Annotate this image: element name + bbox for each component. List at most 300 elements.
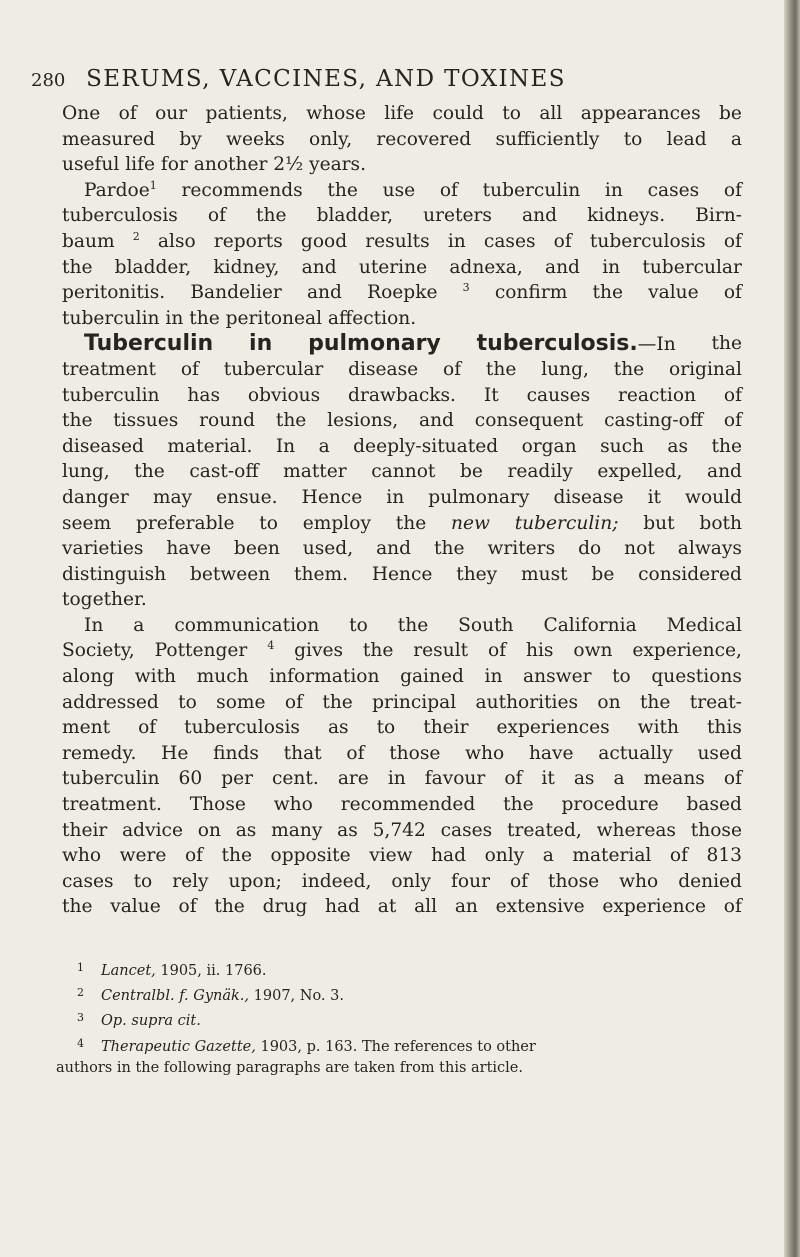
text-run: the: [711, 333, 742, 355]
word: [396, 511, 426, 537]
word: [507, 459, 572, 485]
text-run: tuberculin: [62, 384, 160, 406]
text-run: and: [301, 256, 337, 278]
text-run: cases: [62, 870, 114, 892]
text-run: Society,: [62, 640, 135, 662]
word: [179, 766, 203, 792]
word: [372, 562, 433, 588]
text-run: cast-off: [189, 461, 259, 483]
word: [272, 766, 319, 792]
word: [618, 383, 696, 409]
word: [276, 408, 306, 434]
text-run: tuberculosis: [184, 717, 300, 739]
footnote-number: 3: [77, 1011, 84, 1025]
text-run: the: [214, 896, 245, 918]
text-run: 5,742: [372, 819, 426, 841]
text-run: of: [723, 230, 742, 252]
word: [155, 638, 248, 664]
text-run: of: [284, 691, 303, 713]
word: [224, 357, 324, 383]
word: [389, 741, 440, 767]
word: [62, 434, 144, 460]
text-run: by: [179, 128, 202, 150]
text-run: of: [138, 717, 157, 739]
text-run: treated,: [507, 819, 582, 841]
word: [591, 562, 614, 588]
text-run: who: [62, 845, 102, 867]
word: [284, 741, 322, 767]
word: [348, 383, 456, 409]
text-run: value: [648, 282, 699, 304]
text-run: good: [300, 230, 348, 252]
text-line: [62, 434, 742, 460]
text-run: used,: [302, 538, 354, 560]
text-run: varieties: [62, 538, 144, 560]
text-line: [62, 383, 742, 409]
word: [181, 357, 199, 383]
text-run: the: [711, 435, 742, 457]
text-run: in: [602, 256, 621, 278]
text-run: confirm: [494, 282, 568, 304]
text-run: the: [613, 358, 645, 380]
word: [62, 536, 143, 562]
word: [724, 894, 742, 920]
text-run: seem: [62, 512, 112, 534]
text-run: the: [503, 794, 534, 816]
text-run: of: [439, 179, 458, 201]
text-line: [62, 562, 742, 588]
text-line: [62, 229, 742, 255]
word: [400, 664, 464, 690]
text-run: tuberculosis: [62, 205, 178, 227]
text-line: [62, 101, 742, 127]
text-run: at: [377, 896, 397, 918]
text-run: also: [157, 230, 196, 252]
word: [216, 485, 277, 511]
word: [306, 101, 366, 127]
text-run: kidney,: [213, 256, 280, 278]
text-run: Hence: [371, 563, 433, 585]
word: [648, 178, 700, 204]
text-run: use: [382, 179, 416, 201]
word: [526, 638, 553, 664]
text-run: are: [337, 768, 369, 790]
italic-text: Therapeutic Gazette,: [101, 1038, 256, 1055]
text-run: cases: [483, 230, 536, 252]
text-run: lead: [666, 128, 707, 150]
word: [624, 127, 643, 153]
word: [198, 818, 221, 844]
word: [322, 690, 352, 716]
text-run: material: [572, 845, 652, 867]
text-run: based: [686, 794, 742, 816]
text-run: with: [134, 666, 177, 688]
text-run: treatment: [62, 358, 157, 380]
word: [678, 536, 742, 562]
word: [449, 255, 522, 281]
footnote: [56, 1058, 756, 1079]
text-run: of: [178, 896, 197, 918]
text-run: cases: [647, 179, 700, 201]
word: [706, 843, 742, 869]
text-run: In: [84, 614, 104, 636]
text-run: experience,: [632, 640, 742, 662]
word: [62, 101, 100, 127]
word: [84, 178, 157, 204]
footnote: [56, 1007, 756, 1032]
text-run: of: [723, 282, 742, 304]
word: [561, 792, 658, 818]
text-run: view: [369, 845, 413, 867]
word: [216, 690, 265, 716]
text-run: do: [578, 538, 602, 560]
text-run: had: [431, 845, 467, 867]
word: [294, 638, 343, 664]
word: [138, 715, 156, 741]
text-run: uterine: [358, 256, 428, 278]
text-run: who: [465, 742, 505, 764]
word: [553, 485, 623, 511]
footnotes: [56, 957, 756, 1079]
text-run: of: [443, 358, 462, 380]
text-line: [62, 357, 742, 383]
word: [425, 766, 486, 792]
footnote-number: 1: [77, 961, 84, 974]
word: [731, 127, 742, 153]
word: [521, 562, 568, 588]
text-line: [62, 255, 742, 281]
word: [325, 894, 360, 920]
text-run: drawbacks.: [348, 384, 456, 406]
word: [391, 869, 431, 895]
text-run: Roepke: [367, 282, 438, 304]
word: [504, 766, 522, 792]
word: [376, 127, 471, 153]
word: [384, 101, 414, 127]
text-run: their: [62, 819, 108, 841]
word: [483, 178, 581, 204]
word: [274, 792, 313, 818]
word: [178, 690, 197, 716]
word: [62, 127, 155, 153]
text-line: [62, 818, 742, 844]
word: [724, 229, 742, 255]
text-run: weeks: [226, 128, 285, 150]
word: [363, 638, 393, 664]
word: [155, 101, 187, 127]
text-run: matter: [283, 461, 347, 483]
text-run: of: [118, 103, 137, 124]
word: [486, 357, 516, 383]
text-run: be: [719, 103, 742, 124]
word: [294, 562, 348, 588]
word: [602, 894, 706, 920]
text-run: bladder,: [316, 205, 394, 227]
text-run: on: [197, 819, 221, 841]
text-run: and: [522, 205, 557, 227]
text-line: [62, 638, 742, 664]
word: [62, 255, 92, 281]
text-run: all: [414, 896, 438, 918]
word: [249, 331, 272, 357]
word: [283, 459, 347, 485]
text-run: pulmonary: [428, 486, 530, 508]
text-run: as: [337, 819, 358, 841]
text-run: principal: [372, 691, 457, 713]
word: [136, 511, 235, 537]
word: [423, 203, 492, 229]
word: [699, 511, 742, 537]
text-run: to: [259, 512, 278, 534]
word: [301, 229, 347, 255]
word: [206, 101, 288, 127]
word: [548, 869, 599, 895]
word: [458, 613, 513, 639]
word: [259, 511, 278, 537]
text-run: means: [643, 768, 705, 790]
text-line: [62, 459, 742, 485]
word: [523, 664, 591, 690]
word: [598, 741, 672, 767]
text-run: ment: [62, 717, 111, 739]
text-run: our: [155, 103, 188, 124]
word: [377, 715, 396, 741]
text-run: material.: [167, 435, 253, 457]
text-run: per: [221, 768, 253, 790]
text-run: own: [573, 640, 613, 662]
word: [372, 690, 456, 716]
word: [707, 459, 742, 485]
text-run: in: [604, 179, 623, 201]
word: [451, 511, 490, 537]
word: [614, 766, 625, 792]
word: [448, 229, 466, 255]
word: [119, 101, 137, 127]
word: [167, 434, 252, 460]
word: [475, 408, 583, 434]
word: [133, 229, 140, 255]
word: [386, 485, 404, 511]
word: [319, 434, 330, 460]
text-run: the: [62, 896, 93, 918]
text-run: authorities: [475, 691, 579, 713]
word: [602, 255, 620, 281]
word: [307, 280, 342, 306]
text-run: has: [187, 384, 220, 406]
word: [476, 690, 579, 716]
text-run: and: [419, 410, 454, 432]
text-run: to: [178, 691, 197, 713]
word: [724, 408, 742, 434]
word: [269, 664, 379, 690]
text-run: cannot: [371, 461, 436, 483]
word: [229, 869, 282, 895]
text-run: only,: [309, 128, 353, 150]
word: [624, 536, 655, 562]
text-run: danger: [62, 486, 129, 508]
word: [687, 792, 742, 818]
text-run: to: [612, 666, 631, 688]
footnote-ref: 2: [132, 229, 140, 243]
text-run: the: [256, 205, 287, 227]
word: [62, 766, 160, 792]
word: [236, 818, 257, 844]
word: [62, 383, 160, 409]
footnote-ref: 1: [149, 178, 157, 192]
text-run: indeed,: [301, 870, 372, 892]
text-run: California: [543, 614, 637, 636]
text-run: tuberculin: [62, 768, 160, 790]
word: [574, 766, 595, 792]
word: [62, 741, 136, 767]
word: [303, 511, 371, 537]
word: [226, 127, 285, 153]
text-run: disease: [348, 358, 419, 380]
text-run: considered: [638, 563, 742, 585]
text-run: —In: [637, 334, 676, 356]
word: [614, 357, 644, 383]
word: [348, 357, 418, 383]
text-run: and: [306, 282, 342, 304]
word: [62, 715, 110, 741]
word: [487, 536, 555, 562]
text-run: of: [723, 768, 742, 790]
word: [184, 715, 300, 741]
text-run: bladder,: [114, 256, 192, 278]
italic-text: Centralbl. f. Gynäk.,: [101, 988, 250, 1005]
word: [543, 843, 554, 869]
word: [189, 459, 258, 485]
text-run: causes: [526, 384, 591, 406]
text-run: answer: [523, 666, 592, 688]
word: [214, 229, 283, 255]
text-run: original: [669, 358, 742, 380]
word: [122, 818, 183, 844]
word: [62, 843, 101, 869]
text-run: Pardoe: [84, 179, 150, 201]
text-run: cent.: [272, 768, 319, 790]
word: [651, 664, 742, 690]
word: [190, 280, 281, 306]
word: [543, 613, 636, 639]
word: [495, 280, 568, 306]
word: [572, 843, 651, 869]
text-run: as: [573, 768, 595, 790]
word: [484, 383, 499, 409]
word: [222, 843, 252, 869]
word: [451, 869, 490, 895]
word: [181, 178, 302, 204]
text-run: some: [216, 691, 266, 713]
word: [712, 331, 742, 357]
text-run: be: [591, 563, 615, 585]
footnote-number: 2: [77, 986, 84, 1000]
text-run: deeply-situated: [353, 435, 499, 457]
text-run: of: [723, 384, 742, 406]
text-run: tubercular: [223, 358, 324, 380]
word: [593, 280, 623, 306]
section-heading: in: [249, 331, 273, 357]
text-run: experiences: [496, 717, 610, 739]
word: [484, 229, 536, 255]
text-run: actually: [598, 742, 673, 764]
word: [308, 331, 441, 357]
word: [135, 664, 176, 690]
word: [510, 869, 528, 895]
text-run: the: [62, 256, 93, 278]
italic-text: Lancet,: [101, 963, 156, 979]
word: [632, 638, 742, 664]
word: [695, 203, 742, 229]
text-line: [62, 613, 742, 639]
text-run: employ: [302, 512, 371, 534]
text-run: ensue.: [216, 486, 278, 508]
word: [158, 229, 196, 255]
text-run: of: [180, 358, 199, 380]
word: [545, 255, 580, 281]
word: [690, 690, 742, 716]
section-heading: tuberculosis.: [476, 331, 638, 357]
text-run: patients,: [205, 103, 288, 124]
word: [600, 434, 644, 460]
word: [359, 255, 427, 281]
word: [581, 101, 701, 127]
text-line: [62, 408, 742, 434]
text-run: may: [152, 486, 193, 508]
text-run: who: [619, 870, 659, 892]
text-run: organ: [521, 435, 577, 457]
text-run: casting-off: [604, 410, 704, 432]
word: [214, 894, 244, 920]
word: [190, 792, 246, 818]
page-number: 280: [31, 70, 66, 91]
text-run: have: [528, 742, 574, 764]
text-run: the: [362, 640, 394, 662]
text-run: the: [395, 512, 427, 534]
word: [719, 101, 742, 127]
word: [485, 664, 503, 690]
text-line: [62, 741, 742, 767]
word: [539, 101, 562, 127]
word: [208, 203, 226, 229]
word: [667, 434, 688, 460]
text-run: consequent: [474, 410, 584, 432]
word: [707, 715, 742, 741]
text-run: baum: [62, 230, 115, 252]
word: [423, 715, 468, 741]
word: [267, 638, 274, 664]
word: [587, 203, 665, 229]
word: [541, 357, 589, 383]
text-run: life: [384, 103, 415, 124]
text-run: recommends: [181, 179, 303, 201]
word: [398, 613, 428, 639]
word: [413, 638, 468, 664]
text-run: Those: [189, 794, 246, 816]
text-run: been: [233, 538, 280, 560]
word: [507, 818, 582, 844]
text-run: reports: [213, 230, 283, 252]
text-run: to: [502, 103, 521, 124]
text-line: [62, 869, 742, 895]
text-run: along: [62, 666, 115, 688]
text-run: could: [432, 103, 484, 124]
text-run: many: [271, 819, 323, 841]
text-run: to: [133, 870, 153, 892]
word: [373, 818, 426, 844]
word: [527, 383, 591, 409]
word: [431, 843, 466, 869]
